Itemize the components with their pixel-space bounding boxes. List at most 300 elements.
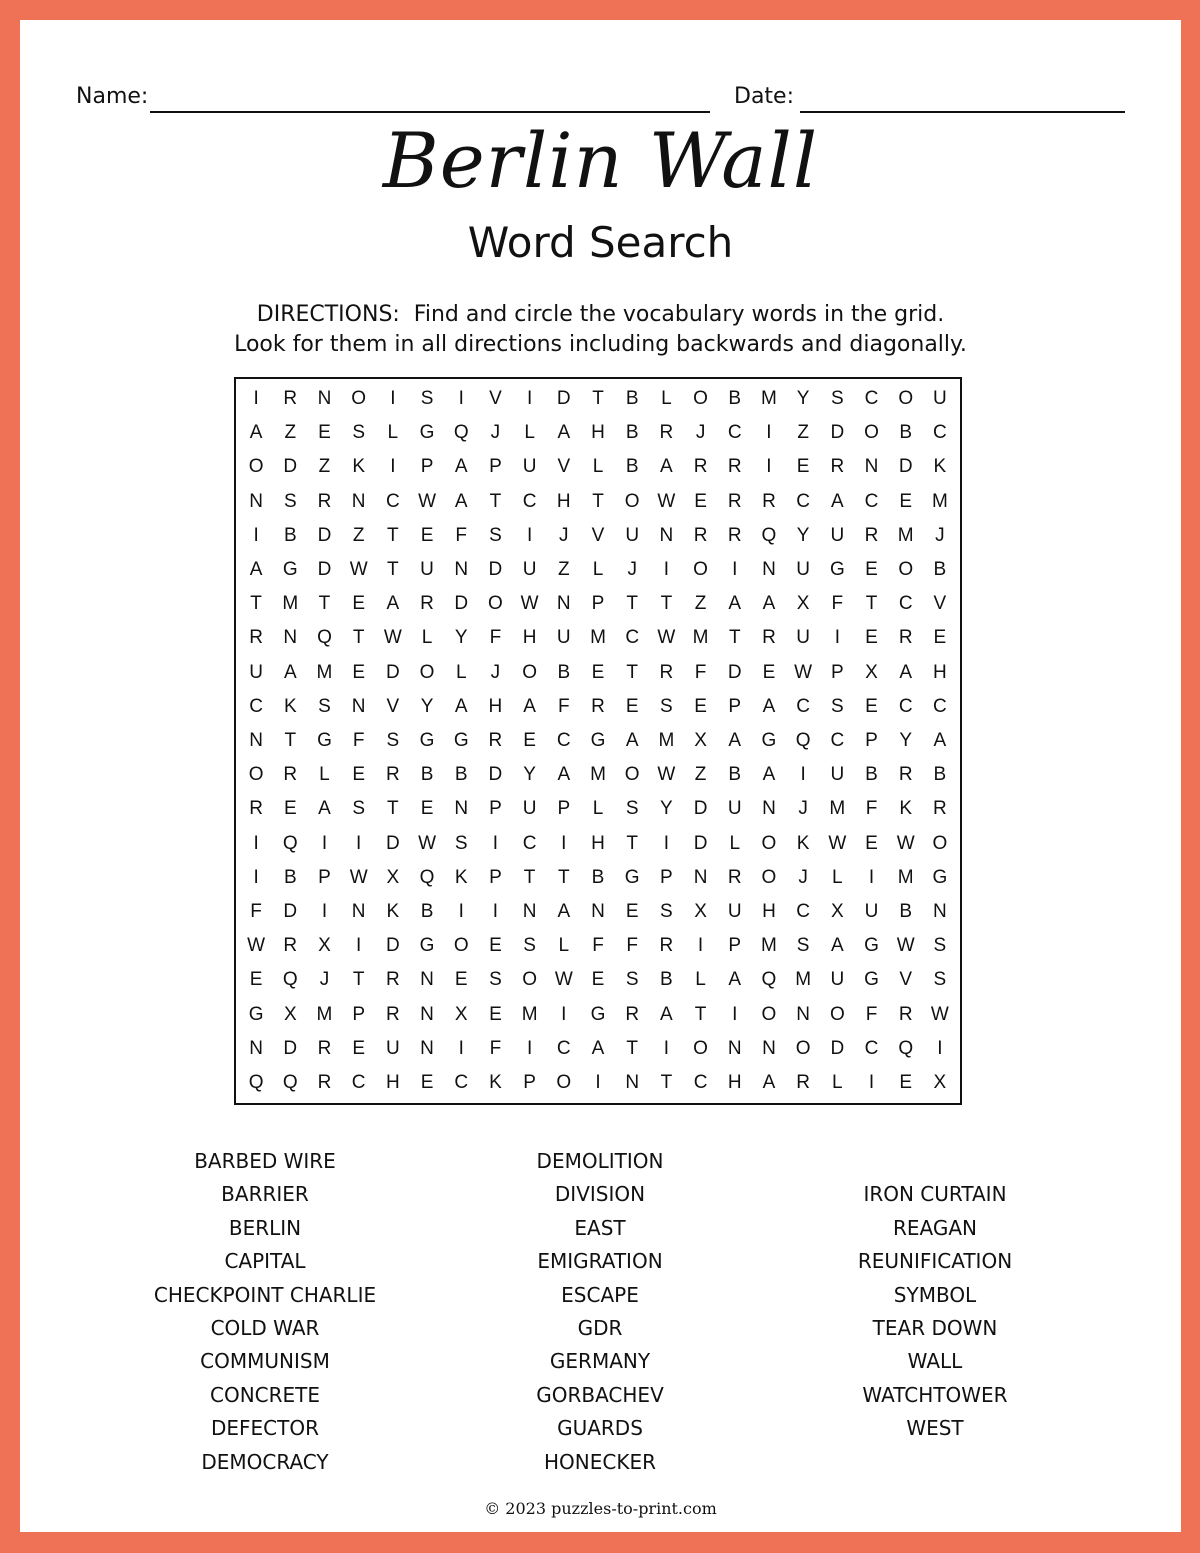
grid-cell[interactable]: P xyxy=(728,935,742,957)
grid-cell[interactable]: Q xyxy=(282,832,298,854)
grid-cell[interactable]: G xyxy=(248,1003,264,1025)
grid-cell[interactable]: E xyxy=(523,729,536,751)
grid-cell[interactable]: I xyxy=(561,832,567,854)
grid-cell[interactable]: N xyxy=(351,900,366,922)
grid-cell[interactable]: H xyxy=(727,1071,742,1093)
grid-cell[interactable]: L xyxy=(524,422,535,444)
grid-cell[interactable]: R xyxy=(864,524,879,546)
grid-cell[interactable]: C xyxy=(522,490,537,512)
grid-cell[interactable]: E xyxy=(352,764,365,786)
grid-cell[interactable]: P xyxy=(352,1003,365,1025)
grid-cell[interactable]: C xyxy=(796,900,810,922)
grid-cell[interactable]: I xyxy=(390,456,396,478)
grid-cell[interactable]: W xyxy=(247,935,266,957)
grid-cell[interactable]: W xyxy=(657,627,676,649)
grid-cell[interactable]: U xyxy=(796,559,810,581)
grid-cell[interactable]: H xyxy=(385,1071,400,1093)
grid-cell[interactable]: M xyxy=(829,798,846,820)
grid-cell[interactable]: D xyxy=(693,832,708,854)
grid-cell[interactable]: F xyxy=(865,1003,878,1025)
grid-cell[interactable]: G xyxy=(419,935,435,957)
grid-cell[interactable]: N xyxy=(522,900,537,922)
grid-cell[interactable]: I xyxy=(492,900,499,922)
grid-cell[interactable]: C xyxy=(385,490,400,512)
grid-cell[interactable]: B xyxy=(591,866,605,888)
grid-cell[interactable]: M xyxy=(897,524,914,546)
grid-cell[interactable]: T xyxy=(523,866,536,888)
grid-cell[interactable]: P xyxy=(489,798,502,820)
grid-cell[interactable]: T xyxy=(626,832,638,854)
grid-cell[interactable]: C xyxy=(556,1037,571,1059)
grid-cell[interactable]: P xyxy=(660,866,673,888)
grid-cell[interactable]: P xyxy=(728,695,742,717)
grid-cell[interactable]: S xyxy=(830,388,844,410)
grid-cell[interactable]: I xyxy=(321,900,328,922)
grid-cell[interactable]: R xyxy=(693,456,708,478)
grid-cell[interactable]: T xyxy=(865,593,878,615)
grid-cell[interactable]: F xyxy=(626,935,638,957)
grid-cell[interactable]: O xyxy=(932,832,948,854)
grid-cell[interactable]: T xyxy=(557,866,570,888)
grid-cell[interactable]: G xyxy=(624,866,640,888)
grid-cell[interactable]: A xyxy=(454,490,468,512)
grid-cell[interactable]: P xyxy=(591,593,605,615)
grid-cell[interactable]: Y xyxy=(523,764,536,786)
grid-cell[interactable]: J xyxy=(627,559,637,581)
grid-cell[interactable]: R xyxy=(727,490,742,512)
grid-cell[interactable]: E xyxy=(283,798,297,820)
grid-cell[interactable]: D xyxy=(385,661,400,683)
grid-cell[interactable]: C xyxy=(898,695,913,717)
grid-cell[interactable]: R xyxy=(727,866,742,888)
grid-cell[interactable]: B xyxy=(899,900,913,922)
grid-cell[interactable]: B xyxy=(933,559,947,581)
grid-cell[interactable]: R xyxy=(385,969,400,991)
grid-cell[interactable]: L xyxy=(421,627,433,649)
grid-cell[interactable]: I xyxy=(253,388,259,410)
grid-cell[interactable]: S xyxy=(933,969,947,991)
grid-cell[interactable]: X xyxy=(694,900,707,922)
grid-cell[interactable]: U xyxy=(933,388,947,410)
grid-cell[interactable]: N xyxy=(420,969,434,991)
grid-cell[interactable]: A xyxy=(762,695,776,717)
grid-cell[interactable]: P xyxy=(318,866,331,888)
grid-cell[interactable]: B xyxy=(660,969,673,991)
grid-cell[interactable]: C xyxy=(556,729,571,751)
grid-cell[interactable]: W xyxy=(828,832,847,854)
grid-cell[interactable]: W xyxy=(520,593,539,615)
grid-cell[interactable]: K xyxy=(489,1071,502,1093)
grid-cell[interactable]: F xyxy=(592,935,604,957)
grid-cell[interactable]: X xyxy=(283,1003,297,1025)
grid-cell[interactable]: T xyxy=(592,388,604,410)
grid-cell[interactable]: T xyxy=(250,593,262,615)
grid-cell[interactable]: O xyxy=(898,559,914,581)
grid-cell[interactable]: I xyxy=(868,866,875,888)
grid-cell[interactable]: M xyxy=(590,627,606,649)
grid-cell[interactable]: O xyxy=(898,388,914,410)
grid-cell[interactable]: U xyxy=(522,798,537,820)
grid-cell[interactable]: G xyxy=(761,729,777,751)
grid-cell[interactable]: N xyxy=(796,1003,810,1025)
grid-cell[interactable]: Y xyxy=(660,798,673,820)
grid-cell[interactable]: G xyxy=(453,729,469,751)
grid-cell[interactable]: A xyxy=(557,764,571,786)
grid-cell[interactable]: W xyxy=(418,490,436,512)
grid-cell[interactable]: V xyxy=(899,969,913,991)
grid-cell[interactable]: R xyxy=(727,456,742,478)
grid-cell[interactable]: U xyxy=(249,661,263,683)
grid-cell[interactable]: F xyxy=(489,627,502,649)
grid-cell[interactable]: X xyxy=(694,729,707,751)
grid-cell[interactable]: F xyxy=(489,1037,502,1059)
grid-cell[interactable]: A xyxy=(557,422,571,444)
grid-cell[interactable]: E xyxy=(899,1071,913,1093)
grid-cell[interactable]: E xyxy=(420,798,434,820)
grid-cell[interactable]: N xyxy=(249,729,263,751)
grid-cell[interactable]: O xyxy=(248,764,264,786)
grid-cell[interactable]: M xyxy=(897,866,914,888)
grid-cell[interactable]: U xyxy=(385,1037,400,1059)
grid-cell[interactable]: T xyxy=(694,1003,707,1025)
grid-cell[interactable]: D xyxy=(283,900,298,922)
grid-cell[interactable]: E xyxy=(420,524,434,546)
grid-cell[interactable]: R xyxy=(317,1037,332,1059)
grid-cell[interactable]: D xyxy=(488,764,503,786)
grid-cell[interactable]: O xyxy=(419,661,435,683)
grid-cell[interactable]: C xyxy=(796,490,810,512)
grid-cell[interactable]: I xyxy=(800,764,806,786)
grid-cell[interactable]: I xyxy=(253,832,259,854)
grid-cell[interactable]: I xyxy=(526,524,533,546)
grid-cell[interactable]: E xyxy=(694,695,707,717)
grid-cell[interactable]: T xyxy=(284,729,297,751)
word-search-grid[interactable] xyxy=(234,377,962,1105)
grid-cell[interactable]: W xyxy=(349,866,368,888)
grid-cell[interactable]: L xyxy=(455,661,467,683)
grid-cell[interactable]: H xyxy=(488,695,503,717)
grid-cell[interactable]: I xyxy=(595,1071,601,1093)
grid-cell[interactable]: A xyxy=(762,1071,776,1093)
grid-cell[interactable]: G xyxy=(829,559,845,581)
grid-cell[interactable]: A xyxy=(318,798,331,820)
grid-cell[interactable]: O xyxy=(488,593,503,615)
grid-cell[interactable]: I xyxy=(253,524,259,546)
grid-cell[interactable]: L xyxy=(592,456,604,478)
grid-cell[interactable]: N xyxy=(659,524,674,546)
grid-cell[interactable]: K xyxy=(283,695,297,717)
grid-cell[interactable]: R xyxy=(933,798,947,820)
grid-cell[interactable]: T xyxy=(592,490,604,512)
grid-cell[interactable]: E xyxy=(249,969,263,991)
grid-cell[interactable]: W xyxy=(930,1003,949,1025)
grid-cell[interactable]: E xyxy=(762,661,776,683)
grid-cell[interactable]: A xyxy=(830,935,844,957)
grid-cell[interactable]: B xyxy=(728,388,742,410)
grid-cell[interactable]: X xyxy=(830,900,844,922)
grid-cell[interactable]: D xyxy=(727,661,742,683)
grid-cell[interactable]: T xyxy=(352,969,365,991)
grid-cell[interactable]: R xyxy=(625,1003,640,1025)
grid-cell[interactable]: Z xyxy=(694,764,707,786)
grid-cell[interactable]: A xyxy=(386,593,400,615)
grid-cell[interactable]: J xyxy=(319,969,330,991)
grid-cell[interactable]: E xyxy=(489,935,502,957)
grid-cell[interactable]: I xyxy=(458,900,464,922)
grid-cell[interactable]: B xyxy=(625,388,639,410)
grid-cell[interactable]: R xyxy=(385,1003,400,1025)
grid-cell[interactable]: S xyxy=(830,695,844,717)
name-underline[interactable] xyxy=(150,111,710,113)
grid-cell[interactable]: A xyxy=(899,661,913,683)
grid-cell[interactable]: X xyxy=(796,593,810,615)
grid-cell[interactable]: I xyxy=(356,935,362,957)
grid-cell[interactable]: J xyxy=(490,661,501,683)
grid-cell[interactable]: S xyxy=(352,798,365,820)
grid-cell[interactable]: F xyxy=(694,661,707,683)
grid-cell[interactable]: D xyxy=(556,388,571,410)
grid-cell[interactable]: U xyxy=(727,900,742,922)
grid-cell[interactable]: A xyxy=(249,422,263,444)
grid-cell[interactable]: D xyxy=(385,935,400,957)
grid-cell[interactable]: N xyxy=(762,559,776,581)
grid-cell[interactable]: E xyxy=(865,627,878,649)
grid-cell[interactable]: Q xyxy=(248,1071,264,1093)
grid-cell[interactable]: T xyxy=(626,593,638,615)
grid-cell[interactable]: U xyxy=(830,524,845,546)
grid-cell[interactable]: X xyxy=(865,661,878,683)
grid-cell[interactable]: F xyxy=(831,593,844,615)
grid-cell[interactable]: E xyxy=(591,969,605,991)
grid-cell[interactable]: G xyxy=(419,729,435,751)
grid-cell[interactable]: P xyxy=(557,798,571,820)
grid-cell[interactable]: E xyxy=(420,1071,434,1093)
grid-cell[interactable]: U xyxy=(727,798,742,820)
grid-cell[interactable]: A xyxy=(830,490,844,512)
grid-cell[interactable]: I xyxy=(766,422,772,444)
grid-cell[interactable]: Z xyxy=(694,593,707,615)
grid-cell[interactable]: N xyxy=(933,900,947,922)
grid-cell[interactable]: S xyxy=(660,695,673,717)
grid-cell[interactable]: Q xyxy=(898,1037,914,1059)
grid-cell[interactable]: O xyxy=(795,1037,811,1059)
grid-cell[interactable]: D xyxy=(283,1037,298,1059)
grid-cell[interactable]: C xyxy=(522,832,537,854)
grid-cell[interactable]: E xyxy=(591,661,605,683)
grid-cell[interactable]: E xyxy=(352,593,365,615)
grid-cell[interactable]: W xyxy=(554,969,573,991)
grid-cell[interactable]: O xyxy=(522,969,537,991)
grid-cell[interactable]: N xyxy=(420,1003,434,1025)
grid-cell[interactable]: W xyxy=(896,832,915,854)
grid-cell[interactable]: W xyxy=(794,661,813,683)
grid-cell[interactable]: U xyxy=(556,627,571,649)
grid-cell[interactable]: M xyxy=(521,1003,538,1025)
grid-cell[interactable]: G xyxy=(932,866,948,888)
grid-cell[interactable]: T xyxy=(387,798,399,820)
grid-cell[interactable]: W xyxy=(657,764,676,786)
grid-cell[interactable]: I xyxy=(492,832,499,854)
grid-cell[interactable]: R xyxy=(898,1003,913,1025)
grid-cell[interactable]: N xyxy=(454,798,469,820)
grid-cell[interactable]: R xyxy=(659,935,674,957)
grid-cell[interactable]: P xyxy=(523,1071,536,1093)
grid-cell[interactable]: N xyxy=(351,695,366,717)
grid-cell[interactable]: B xyxy=(933,764,947,786)
grid-cell[interactable]: F xyxy=(865,798,878,820)
grid-cell[interactable]: K xyxy=(454,866,468,888)
grid-cell[interactable]: K xyxy=(899,798,913,820)
grid-cell[interactable]: T xyxy=(387,524,399,546)
grid-cell[interactable]: C xyxy=(693,1071,708,1093)
grid-cell[interactable]: P xyxy=(489,456,502,478)
grid-cell[interactable]: I xyxy=(526,388,533,410)
grid-cell[interactable]: L xyxy=(729,832,741,854)
grid-cell[interactable]: F xyxy=(455,524,468,546)
grid-cell[interactable]: N xyxy=(762,798,776,820)
grid-cell[interactable]: D xyxy=(454,593,469,615)
grid-cell[interactable]: F xyxy=(557,695,570,717)
grid-cell[interactable]: T xyxy=(489,490,502,512)
grid-cell[interactable]: Q xyxy=(282,969,298,991)
grid-cell[interactable]: W xyxy=(349,559,368,581)
grid-cell[interactable]: I xyxy=(321,832,328,854)
grid-cell[interactable]: E xyxy=(489,1003,502,1025)
grid-cell[interactable]: I xyxy=(561,1003,567,1025)
grid-cell[interactable]: L xyxy=(661,388,672,410)
grid-cell[interactable]: N xyxy=(283,627,298,649)
grid-cell[interactable]: D xyxy=(317,524,332,546)
grid-cell[interactable]: O xyxy=(829,1003,845,1025)
grid-cell[interactable]: A xyxy=(454,695,468,717)
grid-cell[interactable]: O xyxy=(693,388,708,410)
grid-cell[interactable]: J xyxy=(490,422,501,444)
grid-cell[interactable]: R xyxy=(762,490,776,512)
grid-cell[interactable]: E xyxy=(865,832,878,854)
grid-cell[interactable]: S xyxy=(489,969,502,991)
grid-cell[interactable]: Q xyxy=(795,729,811,751)
grid-cell[interactable]: S xyxy=(386,729,400,751)
grid-cell[interactable]: H xyxy=(556,490,571,512)
grid-cell[interactable]: C xyxy=(796,695,810,717)
grid-cell[interactable]: Q xyxy=(761,524,777,546)
grid-cell[interactable]: I xyxy=(526,1037,533,1059)
grid-cell[interactable]: R xyxy=(420,593,434,615)
grid-cell[interactable]: A xyxy=(728,729,742,751)
grid-cell[interactable]: H xyxy=(591,422,605,444)
grid-cell[interactable]: A xyxy=(249,559,263,581)
grid-cell[interactable]: X xyxy=(454,1003,468,1025)
grid-cell[interactable]: I xyxy=(356,832,362,854)
grid-cell[interactable]: I xyxy=(937,1037,943,1059)
grid-cell[interactable]: N xyxy=(249,1037,263,1059)
grid-cell[interactable]: D xyxy=(830,1037,845,1059)
grid-cell[interactable]: J xyxy=(935,524,945,546)
grid-cell[interactable]: N xyxy=(317,388,332,410)
grid-cell[interactable]: S xyxy=(625,798,639,820)
grid-cell[interactable]: A xyxy=(283,661,297,683)
grid-cell[interactable]: G xyxy=(317,729,332,751)
grid-cell[interactable]: L xyxy=(558,935,570,957)
grid-cell[interactable]: G xyxy=(864,969,879,991)
grid-cell[interactable]: B xyxy=(899,422,913,444)
grid-cell[interactable]: T xyxy=(660,1071,673,1093)
grid-cell[interactable]: R xyxy=(488,729,503,751)
grid-cell[interactable]: K xyxy=(352,456,365,478)
grid-cell[interactable]: B xyxy=(625,456,639,478)
grid-cell[interactable]: G xyxy=(864,935,879,957)
grid-cell[interactable]: E xyxy=(625,695,639,717)
grid-cell[interactable]: I xyxy=(663,832,670,854)
grid-cell[interactable]: Q xyxy=(419,866,435,888)
grid-cell[interactable]: G xyxy=(282,559,298,581)
grid-cell[interactable]: E xyxy=(318,422,331,444)
grid-cell[interactable]: R xyxy=(283,935,298,957)
grid-cell[interactable]: R xyxy=(249,798,263,820)
grid-cell[interactable]: U xyxy=(522,456,537,478)
grid-cell[interactable]: K xyxy=(386,900,400,922)
grid-cell[interactable]: R xyxy=(659,661,674,683)
grid-cell[interactable]: T xyxy=(728,627,741,649)
grid-cell[interactable]: I xyxy=(253,866,259,888)
grid-cell[interactable]: A xyxy=(762,764,776,786)
grid-cell[interactable]: Y xyxy=(899,729,913,751)
grid-cell[interactable]: U xyxy=(420,559,434,581)
grid-cell[interactable]: N xyxy=(591,900,605,922)
grid-cell[interactable]: D xyxy=(693,798,708,820)
grid-cell[interactable]: H xyxy=(522,627,537,649)
grid-cell[interactable]: C xyxy=(625,627,640,649)
grid-cell[interactable]: M xyxy=(761,935,777,957)
grid-cell[interactable]: C xyxy=(864,388,879,410)
grid-cell[interactable]: G xyxy=(590,729,606,751)
grid-cell[interactable]: O xyxy=(864,422,879,444)
grid-cell[interactable]: S xyxy=(454,832,468,854)
grid-cell[interactable]: N xyxy=(762,1037,776,1059)
grid-cell[interactable]: L xyxy=(319,764,330,786)
grid-cell[interactable]: M xyxy=(931,490,948,512)
grid-cell[interactable]: B xyxy=(728,764,742,786)
grid-cell[interactable]: X xyxy=(933,1071,947,1093)
grid-cell[interactable]: Q xyxy=(317,627,332,649)
grid-cell[interactable]: N xyxy=(556,593,571,615)
grid-cell[interactable]: C xyxy=(864,490,879,512)
grid-cell[interactable]: U xyxy=(830,969,845,991)
grid-cell[interactable]: O xyxy=(453,935,469,957)
grid-cell[interactable]: O xyxy=(624,490,640,512)
grid-cell[interactable]: I xyxy=(458,388,464,410)
grid-cell[interactable]: C xyxy=(898,593,913,615)
grid-cell[interactable]: Y xyxy=(796,388,810,410)
grid-cell[interactable]: L xyxy=(832,866,843,888)
grid-cell[interactable]: V xyxy=(933,593,947,615)
grid-cell[interactable]: M xyxy=(795,969,812,991)
grid-cell[interactable]: P xyxy=(830,661,844,683)
grid-cell[interactable]: R xyxy=(898,627,913,649)
grid-cell[interactable]: S xyxy=(796,935,810,957)
grid-cell[interactable]: W xyxy=(383,627,402,649)
grid-cell[interactable]: A xyxy=(660,456,673,478)
grid-cell[interactable]: A xyxy=(660,1003,673,1025)
grid-cell[interactable]: D xyxy=(283,456,298,478)
grid-cell[interactable]: Y xyxy=(454,627,468,649)
grid-cell[interactable]: M xyxy=(658,729,675,751)
grid-cell[interactable]: R xyxy=(830,456,845,478)
grid-cell[interactable]: M xyxy=(282,593,299,615)
grid-cell[interactable]: S xyxy=(933,935,947,957)
grid-cell[interactable]: H xyxy=(591,832,605,854)
grid-cell[interactable]: R xyxy=(249,627,263,649)
